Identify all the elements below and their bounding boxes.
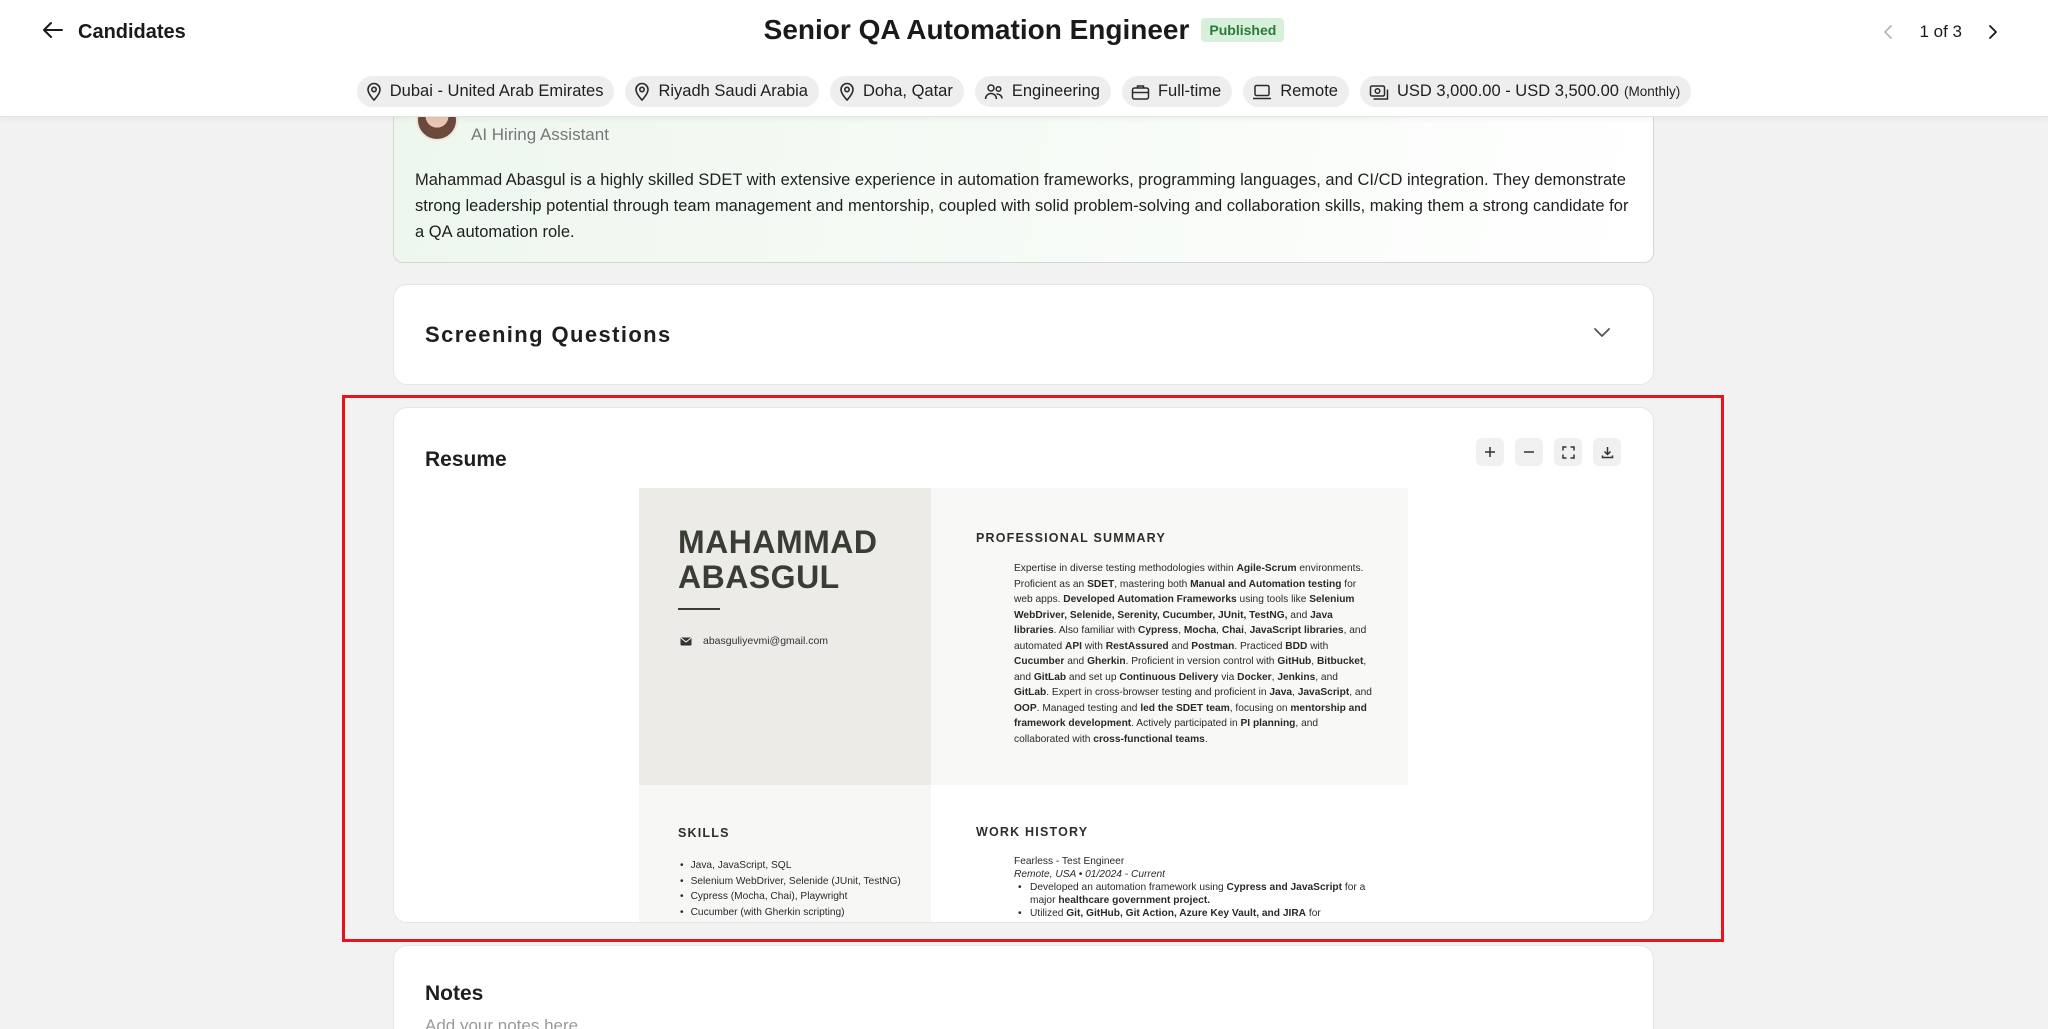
team-icon — [984, 83, 1004, 101]
status-badge: Published — [1201, 18, 1284, 42]
tag-label: USD 3,000.00 - USD 3,500.00 — [1396, 82, 1619, 100]
back-label: Candidates — [78, 20, 186, 43]
job-title: Senior QA Automation Engineer — [763, 14, 1190, 45]
pager-text: 1 of 3 — [1919, 22, 1962, 41]
fullscreen-icon — [1562, 446, 1575, 459]
resume-card — [393, 407, 1654, 923]
notes-card — [393, 945, 1654, 1029]
tag-location — [357, 76, 615, 107]
next-candidate-button[interactable] — [1988, 24, 1998, 40]
fullscreen-button[interactable] — [1554, 438, 1582, 466]
resume-candidate-name: MAHAMMAD ABASGUL — [678, 524, 878, 595]
location-pin-icon — [839, 82, 855, 101]
list-item: • Developed an automation framework using Cypress and JavaScript for a major healthcare government project. — [1030, 881, 1374, 907]
resume-skills-list — [680, 858, 901, 920]
screening-questions-card[interactable] — [393, 284, 1654, 385]
briefcase-icon — [1131, 83, 1150, 101]
top-header — [0, 0, 2048, 117]
resume-title: Resume — [425, 448, 507, 471]
tag-employment-type — [1122, 76, 1232, 107]
tag-label: Full-time — [1157, 82, 1222, 100]
laptop-icon — [1252, 83, 1272, 101]
zoom-in-icon — [1484, 446, 1496, 458]
tag-label: Remote — [1280, 82, 1338, 100]
resume-toolbar — [1476, 438, 1621, 466]
resume-summary-text: Expertise in diverse testing methodologies within Agile-Scrum environments. Proficient as an SDET, mastering both Manual and Automation testing for web apps. Developed Automation Frameworks using tools like Selenium WebDriver, Selenide, Serenity, Cucumber, JUnit, TestNG, and Java libraries. Also familiar with Cypress, Mocha, Chai, JavaScript libraries, and automated API with RestAssured and Postman. Practiced BDD with Cucumber and Gherkin. Proficient in version control with GitHub, Bitbucket, and GitLab and set up Continuous Delivery via Docker, Jenkins, and GitLab. Expert in cross-browser testing and proficient in Java, JavaScript, and OOP. Managed testing and led the SDET team, focusing on mentorship and framework development. Actively participated in PI planning, and collaborated with cross-functional teams. — [1014, 563, 1372, 745]
zoom-in-button[interactable] — [1476, 438, 1504, 466]
arrow-left-icon — [42, 21, 64, 44]
tag-location — [830, 76, 964, 107]
chevron-left-icon — [1883, 24, 1893, 40]
money-icon — [1369, 83, 1389, 101]
resume-work-heading: WORK HISTORY — [976, 825, 1089, 839]
ai-summary-text: Mahammad Abasgul is a highly skilled SDET with extensive experience in automation frameworks, programming languages, and CI/CD integration. They demonstrate strong leadership potential through team management and mentorship, coupled with solid problem-solving and collaboration skills, making them a strong candidate for a QA automation role. — [415, 171, 1629, 241]
job-location-dates: Remote, USA • 01/2024 - Current — [1014, 869, 1165, 880]
tag-label: Dubai - United Arab Emirates — [389, 82, 604, 100]
previous-candidate-button[interactable] — [1883, 24, 1893, 40]
chevron-right-icon — [1988, 24, 1998, 40]
location-pin-icon — [366, 82, 382, 101]
tag-department — [975, 76, 1111, 107]
tag-salary — [1360, 76, 1691, 107]
notes-input[interactable] — [425, 1016, 1225, 1029]
list-item: • Java, JavaScript, SQL — [680, 858, 901, 874]
chevron-down-icon[interactable] — [1593, 325, 1611, 343]
resume-skills-heading: SKILLS — [678, 826, 730, 840]
envelope-icon — [680, 637, 692, 646]
notes-title: Notes — [425, 982, 484, 1005]
tag-label: Engineering — [1011, 82, 1100, 100]
list-item: • Cypress (Mocha, Chai), Playwright — [680, 889, 901, 905]
job-company: Fearless - Test Engineer — [1014, 856, 1125, 867]
list-item: • Utilized Git, GitHub, Git Action, Azure Key Vault, and JIRA for — [1030, 907, 1374, 920]
list-item: • Cucumber (with Gherkin scripting) — [680, 905, 901, 921]
resume-summary-heading: PROFESSIONAL SUMMARY — [976, 531, 1166, 545]
location-pin-icon — [634, 82, 650, 101]
tag-label: Doha, Qatar — [862, 82, 953, 100]
tag-workplace — [1243, 76, 1349, 107]
download-button[interactable] — [1593, 438, 1621, 466]
job-tags — [0, 76, 2048, 107]
zoom-out-button[interactable] — [1515, 438, 1543, 466]
resume-work-history — [1014, 855, 1374, 920]
ai-assistant-label: AI Hiring Assistant — [471, 125, 609, 144]
tag-label: Riyadh Saudi Arabia — [658, 82, 808, 100]
download-icon — [1601, 446, 1614, 459]
tag-location — [625, 76, 819, 107]
resume-document[interactable] — [639, 488, 1408, 923]
list-item: • Selenium WebDriver, Selenide (JUnit, TestNG) — [680, 874, 901, 890]
screening-title: Screening Questions — [425, 322, 672, 347]
candidate-pager — [1883, 16, 1998, 48]
tag-sub: (Monthly) — [1623, 84, 1681, 99]
back-to-candidates-link[interactable] — [42, 16, 186, 48]
zoom-out-icon — [1523, 446, 1535, 458]
resume-email: abasguliyevmi@gmail.com — [680, 635, 828, 647]
